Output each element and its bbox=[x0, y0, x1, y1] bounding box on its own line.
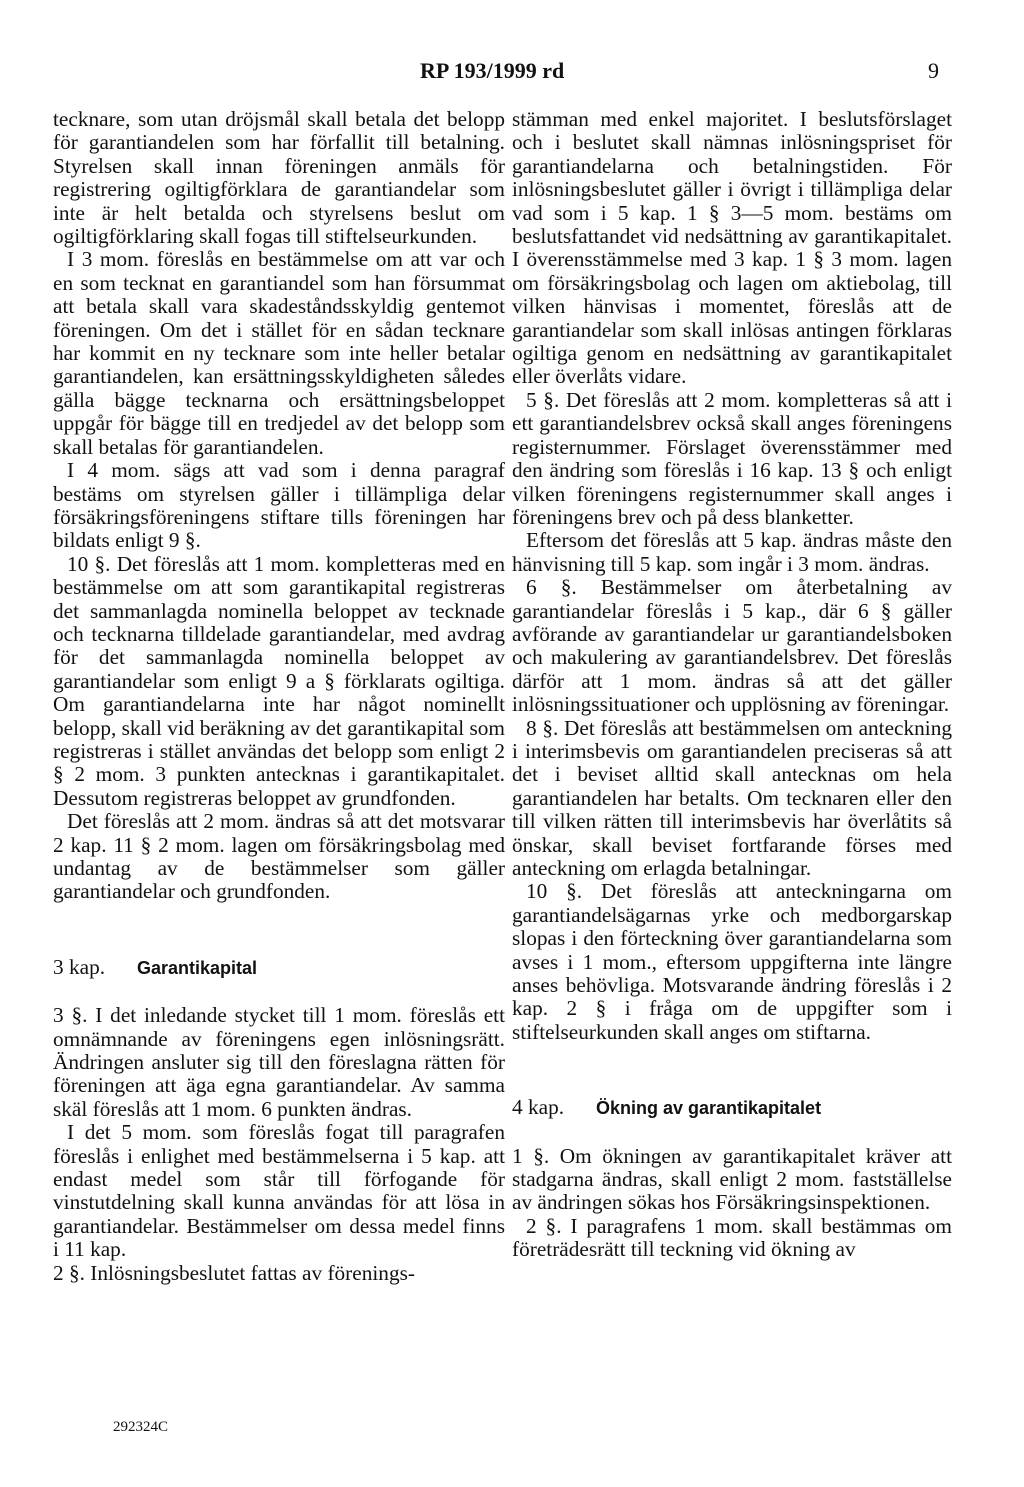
paragraph: I 4 mom. sägs att vad som i denna paragraf bestäms om styrelsen gäller i tillämpliga delar försäkringsföreningens stiftare tills föreningen har bildats enligt 9 §. bbox=[53, 458, 505, 553]
chapter-number: 4 kap. bbox=[512, 1095, 565, 1120]
spacer bbox=[53, 904, 505, 956]
paragraph: Det föreslås att 2 mom. ändras så att det motsvarar 2 kap. 11 § 2 mom. lagen om försäkringsbolag med undantag av de bestämmelser som gäller garantiandelar och grundfonden. bbox=[53, 809, 505, 904]
page-number: 9 bbox=[928, 58, 939, 83]
spacer bbox=[512, 1121, 952, 1145]
paragraph: 2 §. Inlösningsbeslutet fattas av förenings- bbox=[53, 1260, 415, 1285]
paragraph: I 3 mom. föreslås en bestämmelse om att var och en som tecknat en garantiandel som han försummat att betala skall vara skadeståndsskyldig gentemot föreningen. Om det i stället för en sådan tecknare har kommit en ny tecknare som inte heller betalar garantiandelen, kan ersättningsskyldigheten således gälla bägge tecknarna och ersättningsbeloppet uppgår för bägge till en tredjedel av det belopp som skall betalas för garantiandelen. bbox=[53, 247, 505, 459]
paragraph: 8 §. Det föreslås att bestämmelsen om anteckning i interimsbevis om garantiandelen preciseras så att det i beviset alltid skall antecknas om hela garantiandelen har betalts. Om tecknaren eller den till vilken rätten till interimsbevis har överlåtits så önskar, skall beviset fortfarande förses med anteckning om erlagda betalningar. bbox=[512, 715, 952, 880]
paragraph: 10 §. Det föreslås att anteckningarna om garantiandelsägarnas yrke och medborgarskap slopas i den förteckning över garantiandelarna som avses i 1 mom., eftersom uppgifterna inte längre anses behövliga. Motsvarande ändring föreslås i 2 kap. 2 § i fråga om de uppgifter som i stiftelseurkunden skall anges om stiftarna. bbox=[512, 879, 952, 1044]
paragraph: 2 §. I paragrafens 1 mom. skall bestämmas om företrädesrätt till teckning vid ökning av bbox=[512, 1213, 952, 1262]
chapter-number: 3 kap. bbox=[53, 954, 106, 979]
paragraph: 6 §. Bestämmelser om återbetalning av garantiandelar föreslås i 5 kap., där 6 § gäller avförande av garantiandelar ur garantiandelsboken och makulering av garantiandelsbrev. Det föreslås därför att 1 mom. ändras så att det gäller inlösningssituationer och upplösning av föreningar. bbox=[512, 575, 952, 717]
paragraph: I det 5 mom. som föreslås fogat till paragrafen föreslås i enlighet med bestämmelserna i 5 kap. att endast medel som står till förfogande för vinstutdelning skall kunna användas för att lösa in garantiandelar. Bestämmelser om dessa medel finns i 11 kap. bbox=[53, 1120, 505, 1262]
paragraph: 5 §. Det föreslås att 2 mom. kompletteras så att i ett garantiandelsbrev också skall anges föreningens registernummer. Förslaget överensstämmer med den ändring som föreslås i 16 kap. 13 § och enligt vilken föreningens registernummer skall anges i föreningens brev och på dess blanketter. bbox=[512, 387, 952, 529]
chapter-heading bbox=[512, 1096, 952, 1120]
paragraph: stämman med enkel majoritet. I beslutsförslaget och i beslutet skall nämnas inlösningspriset för garantiandelarna och betalningstiden. För inlösningsbeslutet gäller i övrigt i tillämpliga delar vad som i 5 kap. 1 § 3—5 mom. bestäms om beslutsfattandet vid nedsättning av garantikapitalet. I överensstämmelse med 3 kap. 1 § 3 mom. lagen om försäkringsbolag och lagen om aktiebolag, till vilken hänvisas i momentet, föreslås att de garantiandelar som skall inlösas antingen förklaras ogiltiga genom en nedsättning av garantikapitalet eller överlåts vidare. bbox=[512, 107, 952, 389]
paragraph: 10 §. Det föreslås att 1 mom. kompletteras med en bestämmelse om att som garantikapital registreras det sammanlagda nominella beloppet av tecknade och tecknarna tilldelade garantiandelar, med avdrag för det sammanlagda nominella beloppet av garantiandelar som enligt 9 a § förklarats ogiltiga. Om garantiandelarna inte har något nominellt belopp, skall vid beräkning av det garantikapital som registreras i stället användas det belopp som enligt 2 § 2 mom. 3 punkten antecknas i garantikapitalet. Dessutom registreras beloppet av grundfonden. bbox=[53, 551, 505, 810]
paragraph: 1 §. Om ökningen av garantikapitalet kräver att stadgarna ändras, skall enligt 2 mom. fastställelse av ändringen sökas hos Försäkringsinspektionen. bbox=[512, 1143, 952, 1215]
right-column bbox=[512, 108, 952, 1262]
document-title: RP 193/1999 rd bbox=[420, 58, 565, 83]
chapter-title: Garantikapital bbox=[137, 957, 258, 978]
paragraph: Eftersom det föreslås att 5 kap. ändras måste den hänvisning till 5 kap. som ingår i 3 mom. ändras. bbox=[512, 528, 952, 576]
chapter-heading bbox=[53, 956, 505, 980]
spacer bbox=[512, 1044, 952, 1096]
paragraph: 3 §. I det inledande stycket till 1 mom. föreslås ett omnämnande av föreningens egen inlösningsrätt. Ändringen ansluter sig till den föreslagna rätten för föreningen att äga egna garantiandelar. Av samma skäl föreslås att 1 mom. 6 punkten ändras. bbox=[53, 1003, 505, 1121]
page-header bbox=[0, 56, 1024, 86]
print-code: 292324C bbox=[113, 1419, 169, 1435]
spacer bbox=[53, 980, 505, 1004]
left-column bbox=[53, 108, 505, 1285]
paragraph: tecknare, som utan dröjsmål skall betala det belopp för garantiandelen som har förfallit till betalning. Styrelsen skall innan föreningen anmäls för registrering ogiltigförklara de garantiandelar som inte är helt betalda och styrelsens beslut om ogiltigförklaring skall fogas till stiftelseurkunden. bbox=[53, 107, 505, 249]
chapter-title: Ökning av garantikapitalet bbox=[596, 1098, 822, 1119]
